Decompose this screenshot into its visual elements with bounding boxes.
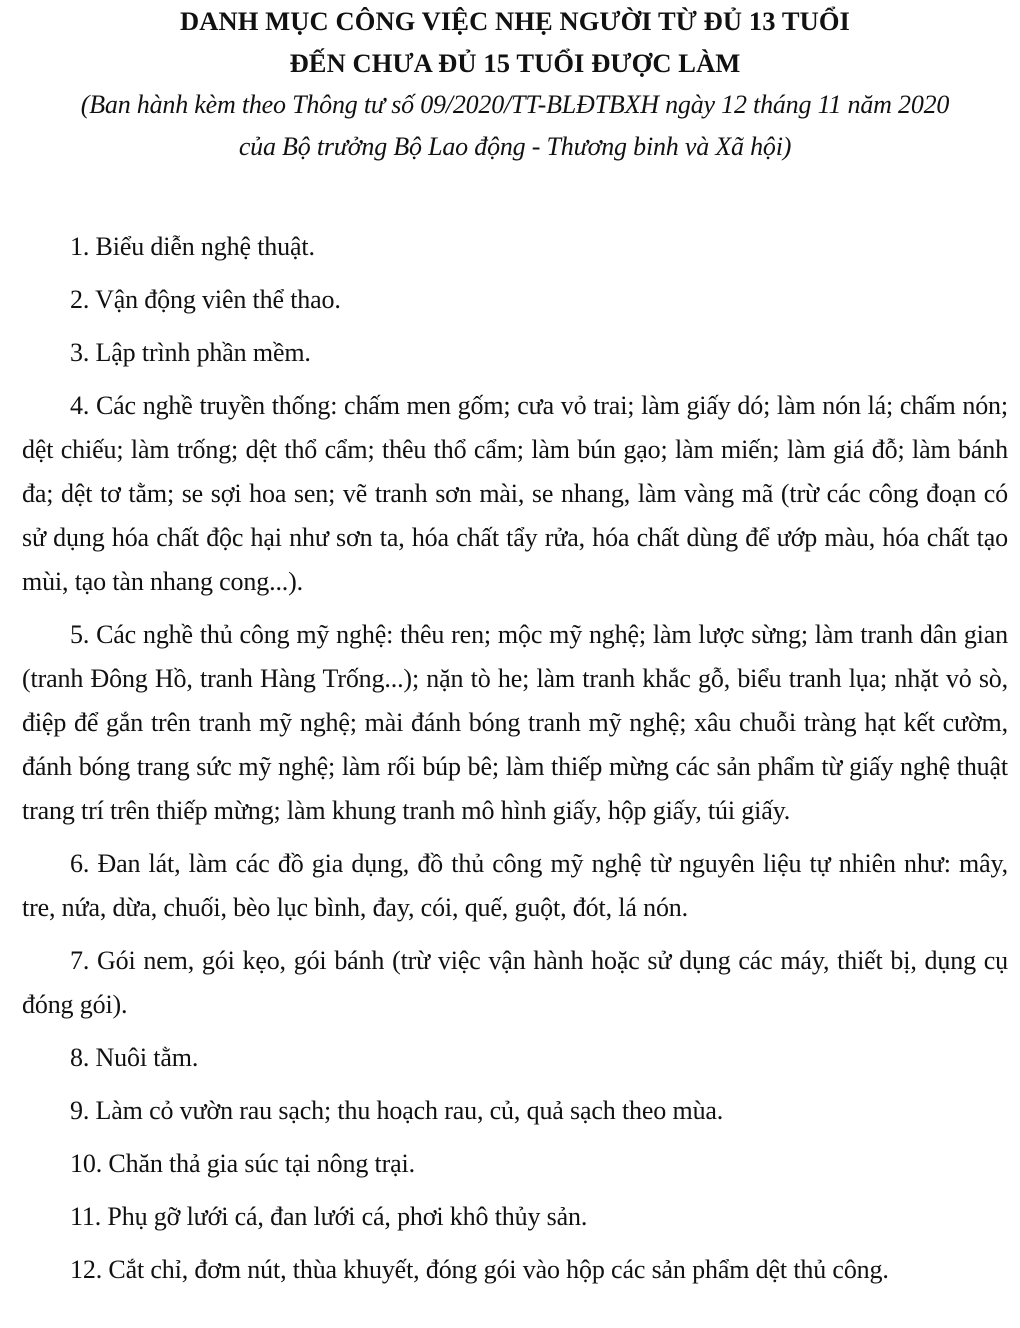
subtitle-line-1: (Ban hành kèm theo Thông tư số 09/2020/TT-BLĐTBXH ngày 12 tháng 11 năm 2020 <box>80 90 950 119</box>
list-item: 11. Phụ gỡ lưới cá, đan lưới cá, phơi khô thủy sản. <box>70 1202 588 1231</box>
list-item: 4. Các nghề truyền thống: chấm men gốm; cưa vỏ trai; làm giấy dó; làm nón lá; chấm nón; dệt chiếu; làm trống; dệt thổ cẩm; thêu thổ cẩm; làm bún gạo; làm miến; làm giá đỗ; làm bánh đa; dệt tơ tằm; se sợi hoa sen; vẽ tranh sơn mài, se nhang, làm vàng mã (trừ các công đoạn có sử dụng hóa chất độc hại như sơn ta, hóa chất tẩy rửa, hóa chất dùng để ướp màu, hóa chất tạo mùi, tạo tàn nhang cong...). <box>22 391 1008 596</box>
list-item: 2. Vận động viên thể thao. <box>70 285 341 314</box>
title-line-1: DANH MỤC CÔNG VIỆC NHẸ NGƯỜI TỪ ĐỦ 13 TUỔI <box>180 6 850 36</box>
list-item: 1. Biểu diễn nghệ thuật. <box>70 232 315 261</box>
list-item: 7. Gói nem, gói kẹo, gói bánh (trừ việc vận hành hoặc sử dụng các máy, thiết bị, dụng cụ đóng gói). <box>22 946 1008 1019</box>
list-item: 5. Các nghề thủ công mỹ nghệ: thêu ren; mộc mỹ nghệ; làm lược sừng; làm tranh dân gian (tranh Đông Hồ, tranh Hàng Trống...); nặn tò he; làm tranh khắc gỗ, biểu tranh lụa; nhặt vỏ sò, điệp để gắn trên tranh mỹ nghệ; mài đánh bóng tranh mỹ nghệ; xâu chuỗi tràng hạt kết cườm, đánh bóng trang sức mỹ nghệ; làm rối búp bê; làm thiếp mừng các sản phẩm từ giấy nghệ thuật trang trí trên thiếp mừng; làm khung tranh mô hình giấy, hộp giấy, túi giấy. <box>22 620 1008 825</box>
list-item: 9. Làm cỏ vườn rau sạch; thu hoạch rau, củ, quả sạch theo mùa. <box>70 1096 724 1125</box>
document-title <box>22 0 1008 84</box>
list-item: 6. Đan lát, làm các đồ gia dụng, đồ thủ công mỹ nghệ từ nguyên liệu tự nhiên như: mây, tre, nứa, dừa, chuối, bèo lục bình, đay, cói, quế, guột, đót, lá nón. <box>22 849 1008 922</box>
document-subtitle <box>22 84 1008 168</box>
subtitle-line-2: của Bộ trưởng Bộ Lao động - Thương binh và Xã hội) <box>238 132 792 161</box>
list-item: 8. Nuôi tằm. <box>70 1043 199 1072</box>
job-list <box>22 225 1008 1292</box>
list-item: 10. Chăn thả gia súc tại nông trại. <box>70 1149 415 1178</box>
list-item: 12. Cắt chỉ, đơm nút, thùa khuyết, đóng gói vào hộp các sản phẩm dệt thủ công. <box>70 1255 889 1284</box>
list-item: 3. Lập trình phần mềm. <box>70 338 311 367</box>
title-line-2: ĐẾN CHƯA ĐỦ 15 TUỔI ĐƯỢC LÀM <box>289 48 741 78</box>
